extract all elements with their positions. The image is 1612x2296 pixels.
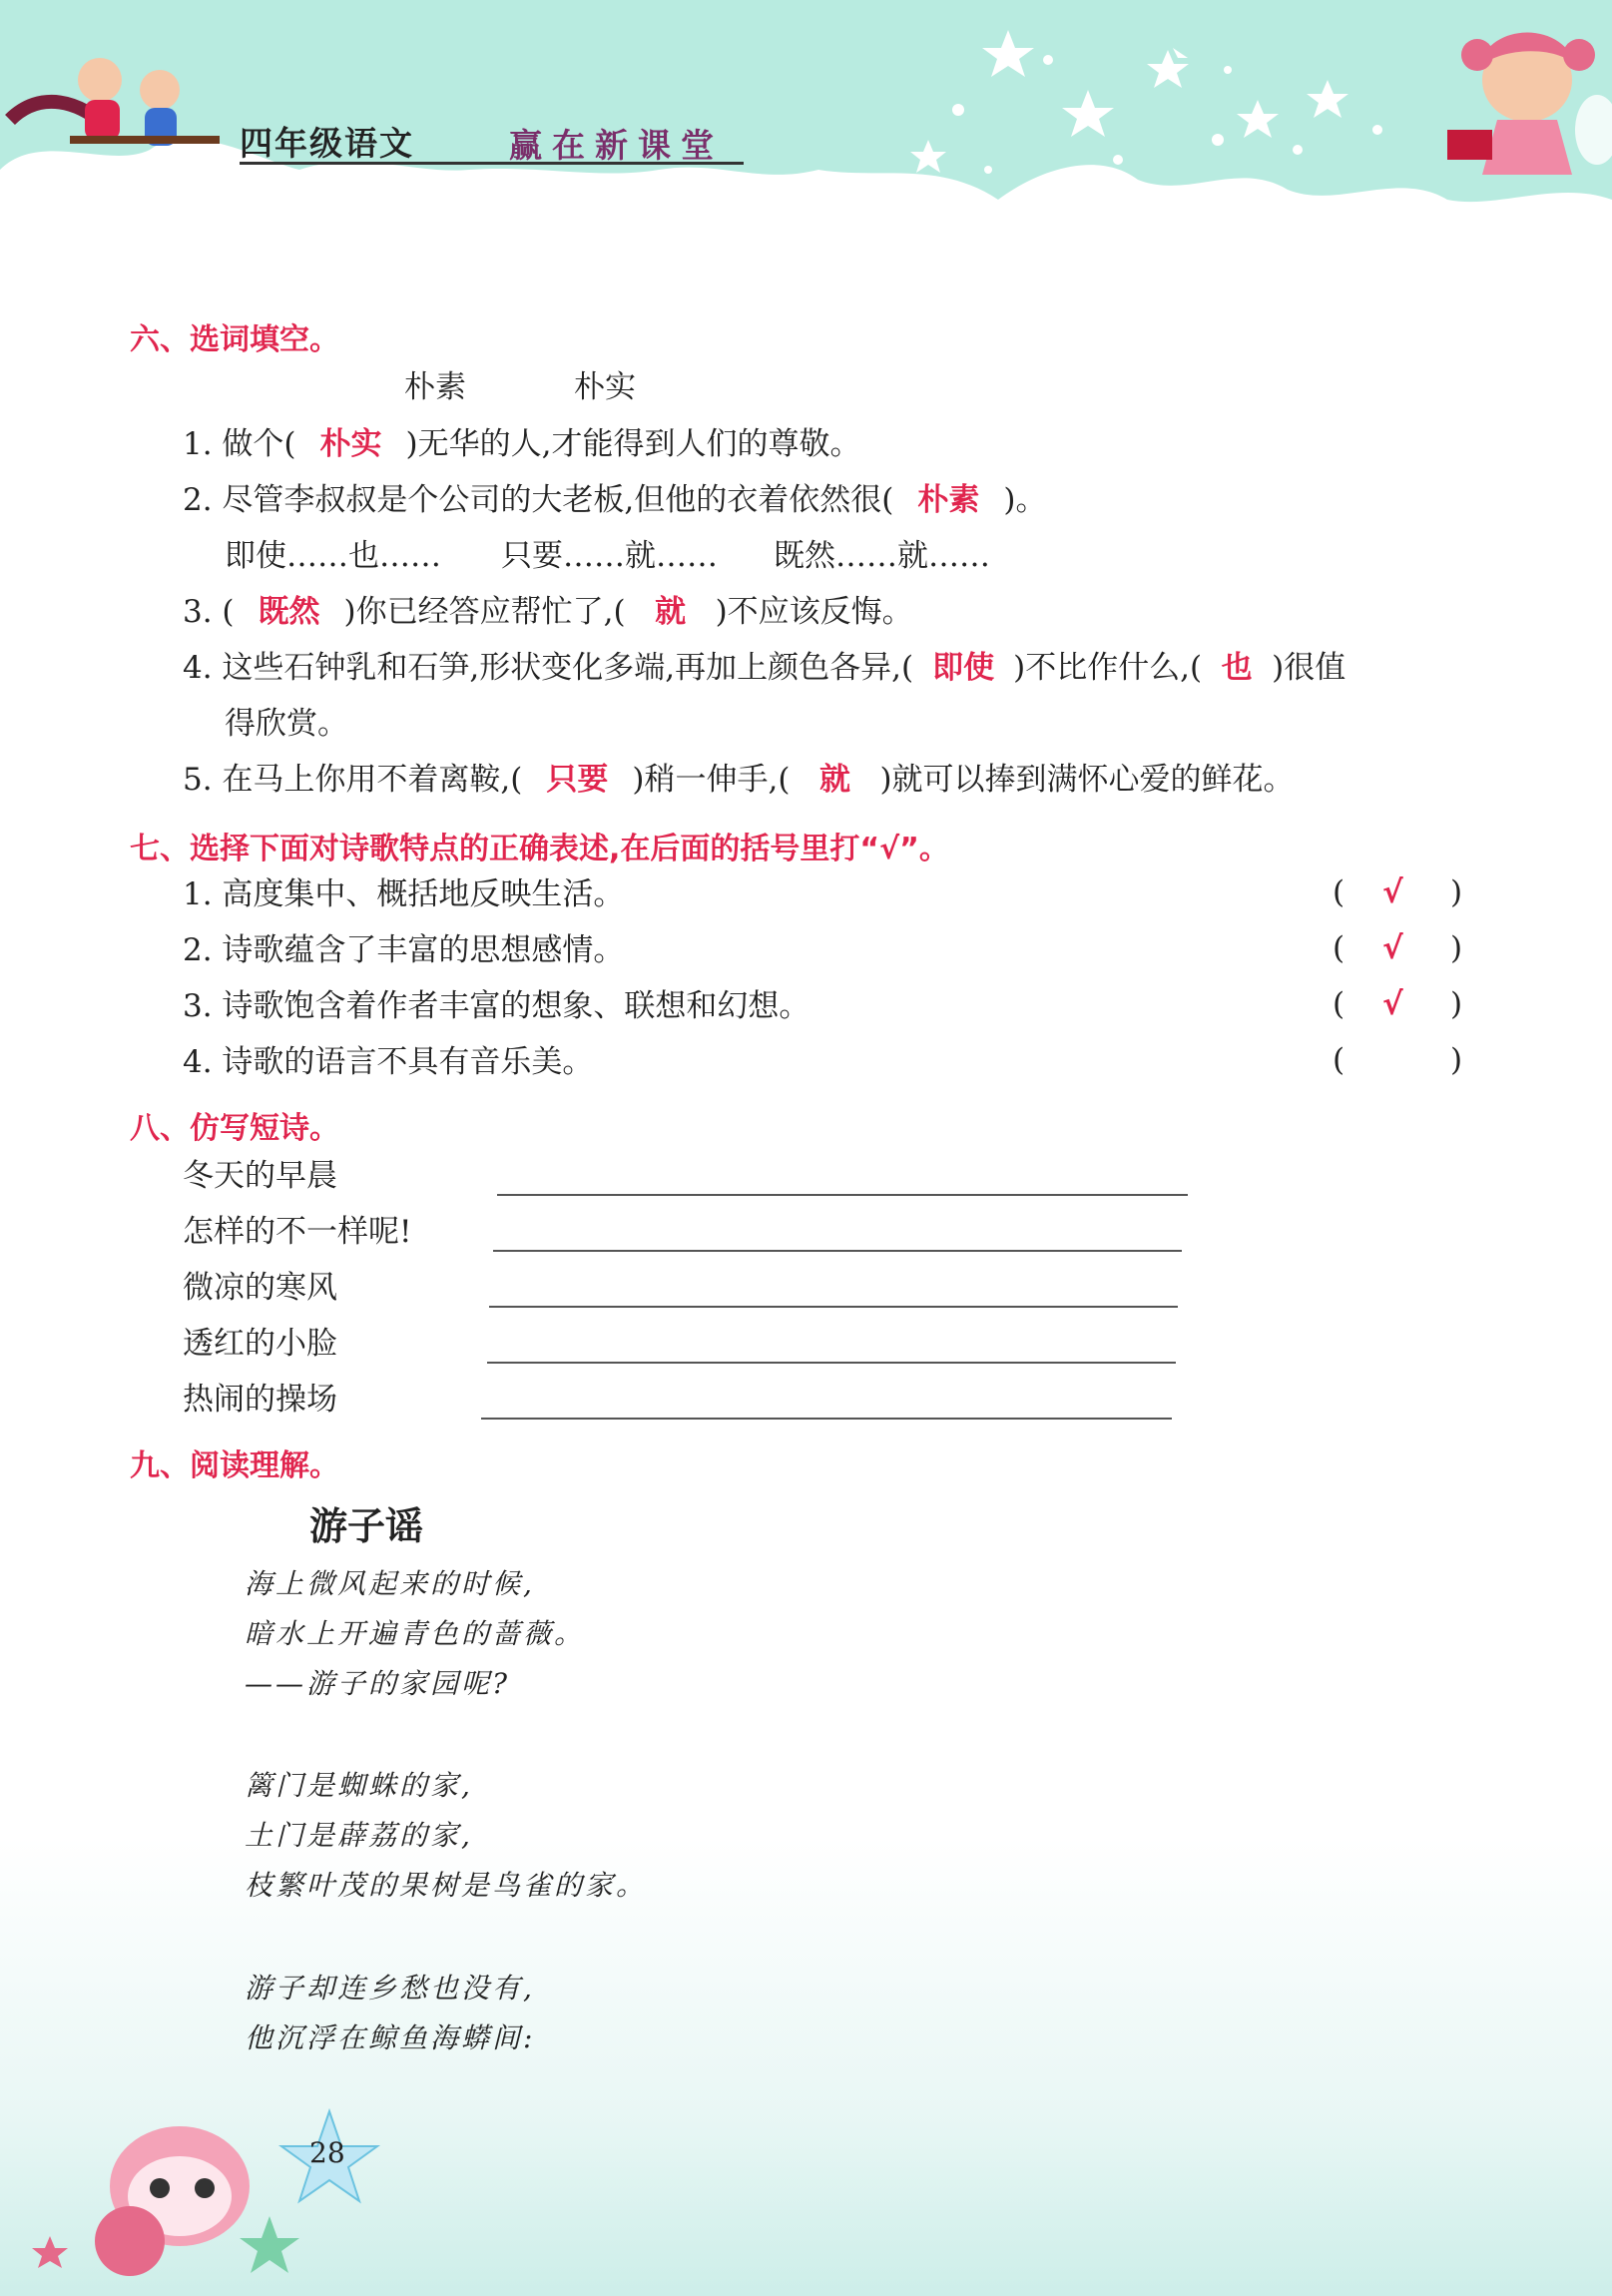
poem-prompt-line-3: 微凉的寒风 — [183, 1270, 337, 1306]
question-6-4 — [183, 648, 1345, 688]
header-slogan: 赢在新课堂 — [509, 126, 724, 165]
writing-blank-5[interactable] — [481, 1418, 1172, 1420]
poem-prompt-line-4: 透红的小脸 — [183, 1326, 337, 1362]
answer: 也 — [1221, 650, 1253, 686]
poem-prompt-line-5: 热闹的操场 — [183, 1382, 337, 1418]
question-6-1 — [183, 424, 860, 464]
poem-prompt-line-1: 冬天的早晨 — [183, 1158, 337, 1194]
section-8-title: 八、仿写短诗。 — [130, 1111, 339, 1146]
page-content: 六、选词填空。 朴素 朴实 1. 做个( 朴实 )无华的人,才能得到人们的尊敬。 2. 尽管李叔叔是个公司的大老板,但他的衣着依然很( 朴素 )。 即使……也…… 只要……就…… 既然……就…… 3. ( 既然 )你已经答应帮忙了,( 就 )不应该反悔。 4. 这些石钟乳和石笋,形状变化多端,再加上颜色各异,( 即使 )不比作什么,( 也 )很值 得欣赏。 5. 在马上你用不着离鞍,( 只要 )稍一伸手,( 就 )就可以捧到满怀心爱的鲜花。 七、选择下面对诗歌特点的正确表述,在后面的括号里打“√”。 1. 高度集中、概括地反映生活。 ( √ ) 2. 诗歌蕴含了丰富的思想感情。 ( √ ) 3. 诗歌饱含着作者丰富的想象、联想和幻想。 ( √ ) 4. 诗歌的语言不具有音乐美。 ( ) 八、仿写短诗。 冬天的早晨 怎样的不一样呢! 微凉的寒风 透红的小脸 热闹的操场 九、阅读理解。 游子谣 海上微风起来的时候, 暗水上开遍青色的蔷薇。 ——游子的家园呢? 篱门是蜘蛛的家, 土门是薜荔的家, 枝繁叶茂的果树是鸟雀的家。 游子却连乡愁也没有, 他沉浮在鲸鱼海蟒间: — [0, 0, 1612, 2296]
star-icon — [32, 2236, 68, 2268]
header-title: 四年级语文 — [240, 124, 414, 163]
writing-blank-4[interactable] — [487, 1362, 1176, 1364]
poem-title: 游子谣 — [309, 1504, 424, 1548]
writing-blank-2[interactable] — [493, 1250, 1182, 1252]
statement-2: 2. 诗歌蕴含了丰富的思想感情。 — [183, 932, 625, 968]
poem-line: ——游子的家园呢? — [245, 1667, 511, 1700]
check-mark: √ — [1382, 874, 1403, 910]
poem-line: 游子却连乡愁也没有, — [245, 1972, 535, 2005]
poem-line: 暗水上开遍青色的蔷薇。 — [245, 1617, 586, 1650]
writing-blank-3[interactable] — [489, 1306, 1178, 1308]
answer: 就 — [655, 594, 687, 630]
question-6-2 — [183, 480, 1047, 520]
conjunction-choice-2: 只要……就…… — [501, 538, 718, 574]
question-6-4-continuation: 得欣赏。 — [225, 706, 348, 742]
footer-decoration — [0, 2096, 399, 2296]
conjunction-choice-3: 既然……就…… — [774, 538, 990, 574]
answer: 既然 — [258, 594, 320, 630]
question-text: )无华的人,才能得到人们的尊敬。 — [405, 426, 861, 462]
question-text: )就可以捧到满怀心爱的鲜花。 — [879, 762, 1295, 798]
word-choice-1: 朴素 — [404, 369, 466, 405]
question-text: 4. 这些石钟乳和石笋,形状变化多端,再加上颜色各异,( — [183, 650, 914, 686]
question-text: 2. 尽管李叔叔是个公司的大老板,但他的衣着依然很( — [183, 482, 894, 518]
poem-line: 海上微风起来的时候, — [245, 1567, 535, 1600]
question-text: 5. 在马上你用不着离鞍,( — [183, 762, 523, 798]
question-text: )不比作什么,( — [1013, 650, 1203, 686]
question-text: )很值 — [1272, 650, 1346, 686]
statement-3: 3. 诗歌饱含着作者丰富的想象、联想和幻想。 — [183, 988, 810, 1024]
section-9-title: 九、阅读理解。 — [130, 1448, 339, 1483]
answer: 朴素 — [917, 482, 980, 518]
word-choice-2: 朴实 — [574, 369, 636, 405]
question-6-5 — [183, 760, 1295, 800]
writing-blank-1[interactable] — [497, 1194, 1188, 1196]
check-mark: √ — [1382, 986, 1403, 1022]
question-text: 3. ( — [183, 594, 235, 630]
section-7-title: 七、选择下面对诗歌特点的正确表述,在后面的括号里打“√”。 — [130, 832, 949, 866]
poem-prompt-line-2: 怎样的不一样呢! — [183, 1214, 412, 1250]
statement-4: 4. 诗歌的语言不具有音乐美。 — [183, 1044, 594, 1080]
statement-1: 1. 高度集中、概括地反映生活。 — [183, 876, 625, 912]
question-text: 1. 做个( — [183, 426, 296, 462]
answer: 即使 — [932, 650, 995, 686]
question-text: )你已经答应帮忙了,( — [343, 594, 626, 630]
star-icon — [240, 2216, 299, 2273]
poem-line: 枝繁叶茂的果树是鸟雀的家。 — [245, 1869, 648, 1902]
question-text: )。 — [1003, 482, 1047, 518]
poem-line: 他沉浮在鲸鱼海蟒间: — [245, 2021, 536, 2054]
question-text: )稍一伸手,( — [632, 762, 791, 798]
section-6-title: 六、选词填空。 — [130, 322, 339, 357]
question-text: )不应该反悔。 — [715, 594, 913, 630]
question-6-3 — [183, 592, 913, 632]
page-number: 28 — [309, 2136, 345, 2169]
answer: 朴实 — [319, 426, 382, 462]
poem-line: 土门是薜荔的家, — [245, 1819, 473, 1852]
answer: 就 — [818, 762, 850, 798]
check-mark: √ — [1382, 930, 1403, 966]
poem-line: 篱门是蜘蛛的家, — [245, 1769, 473, 1802]
conjunction-choice-1: 即使……也…… — [225, 538, 441, 574]
answer: 只要 — [546, 762, 609, 798]
cartoon-creature-illustration — [95, 2126, 250, 2276]
